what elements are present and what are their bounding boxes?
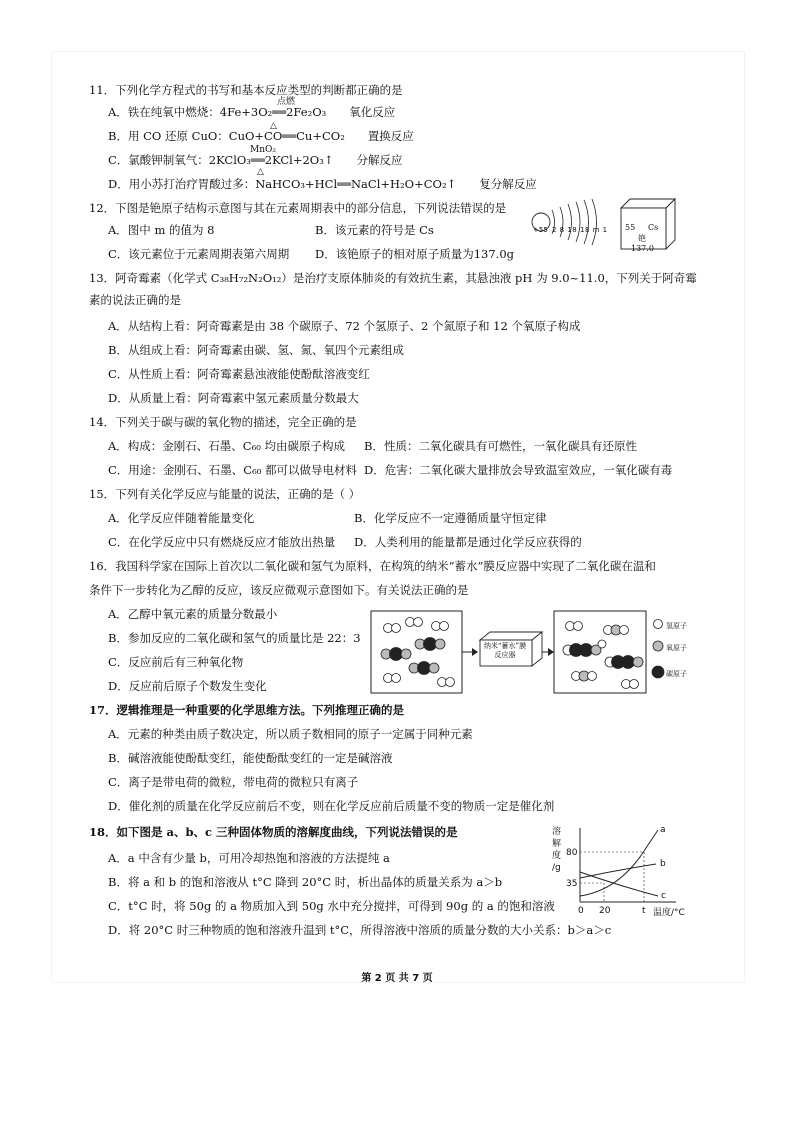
q12-option-a: A．图中 m 的值为 8 [108,223,215,237]
q16-option-a: A．乙醇中氧元素的质量分数最小 [108,607,278,621]
legend-carbon: 碳原子 [666,670,687,678]
q15-option-d: D．人类利用的能量都是通过化学反应获得的 [354,535,582,549]
q18-stem: 18．如下图是 a、b、c 三种固体物质的溶解度曲线，下列说法错误的是 [89,825,458,839]
q13-option-a: A．从结构上看：阿奇霉素是由 38 个碳原子、72 个氢原子、2 个氮原子和 12 个氧原子构成 [108,319,581,333]
cesium-atomic-number: 55 [625,223,636,232]
cesium-atomic-mass: 137.0 [631,244,654,253]
q16-option-d: D．反应前后原子个数发生变化 [108,679,267,693]
legend-oxygen: 氧原子 [666,644,687,652]
series-c-label: c [661,891,666,901]
q11-option-b: B．用 CO 还原 CuO：CuO+CO══Cu+CO₂ 置换反应 [108,129,414,143]
chart-ytick-35: 35 [566,879,578,889]
q17-option-a: A．元素的种类由质子数决定，所以质子数相同的原子一定属于同种元素 [108,727,473,741]
q17-option-d: D．催化剂的质量在化学反应前后不变，则在化学反应前后质量不变的物质一定是催化剂 [108,799,555,813]
chart-ylabel-2: 解 [552,839,562,849]
q16-option-c: C．反应前后有三种氧化物 [108,655,244,669]
solubility-chart [550,824,700,916]
reactor-label: 纳米“蓄水”膜反应器 [483,642,527,659]
q14-option-c: C．用途：金刚石、石墨、C₆₀ 都可以做导电材料 [108,463,357,477]
q11-c-catalyst: MnO₂ [250,145,276,155]
chart-xtick-20: 20 [599,906,611,916]
q11-c-heat: △ [257,167,264,177]
series-a-label: a [660,825,666,835]
q16-stem-1: 16．我国科学家在国际上首次以二氧化碳和氢气为原料，在构筑的纳米“蓄水”膜反应器中实现了二氧化碳在温和 [89,559,656,573]
reaction-micro-diagram [370,610,700,694]
q11-a-condition: 点燃 [277,97,296,107]
q13-stem-1: 13．阿奇霉素（化学式 C₃₈H₇₂N₂O₁₂）是治疗支原体肺炎的有效抗生素，其悬浊液 pH 为 9.0~11.0，下列关于阿奇霉 [89,271,697,285]
q18-option-d: D．将 20°C 时三种物质的饱和溶液升温到 t°C，所得溶液中溶质的质量分数的大小关系：b＞a＞c [108,923,612,937]
cesium-shell-electrons: 2 8 18 18 m 1 [552,226,608,234]
cesium-symbol: Cs [648,223,659,232]
q12-option-b: B．该元素的符号是 Cs [315,223,434,237]
q11-b-condition: △ [270,121,277,131]
cesium-name: 铯 [638,234,646,243]
q14-option-d: D．危害：二氧化碳大量排放会导致温室效应，一氧化碳有毒 [364,463,673,477]
q17-option-c: C．离子是带电荷的微粒，带电荷的微粒只有离子 [108,775,359,789]
chart-ytick-80: 80 [566,848,578,858]
q15-option-a: A．化学反应伴随着能量变化 [108,511,255,525]
series-a-line [580,830,658,896]
chart-xtick-t: t [642,906,646,916]
chart-ylabel-3: 度 [552,851,562,861]
q15-option-c: C．在化学反应中只有燃烧反应才能放出热量 [108,535,336,549]
chart-ylabel-4: /g [552,863,561,873]
q12-option-d: D．该铯原子的相对原子质量为137.0g [315,247,515,261]
q15-stem: 15．下列有关化学反应与能量的说法，正确的是（ ） [89,487,361,501]
q15-option-b: B．化学反应不一定遵循质量守恒定律 [354,511,547,525]
q17-option-b: B．碱溶液能使酚酞变红，能使酚酞变红的一定是碱溶液 [108,751,393,765]
q16-stem-2: 条件下一步转化为乙醇的反应，该反应微观示意图如下。有关说法正确的是 [89,583,469,597]
series-b-label: b [660,859,666,869]
q14-option-a: A．构成：金刚石、石墨、C₆₀ 均由碳原子构成 [108,439,345,453]
q13-stem-2: 素的说法正确的是 [89,293,181,307]
q11-option-a: A．铁在纯氧中燃烧：4Fe+3O₂══2Fe₂O₃ 氧化反应 [108,105,396,119]
q18-option-b: B．将 a 和 b 的饱和溶液从 t°C 降到 20°C 时，析出晶体的质量关系为 a＞b [108,875,503,889]
chart-xlabel: 温度/°C [653,908,685,916]
legend-hydrogen: 氢原子 [666,622,687,630]
chart-xtick-0: 0 [578,906,584,916]
q11-stem: 11．下列化学方程式的书写和基本反应类型的判断都正确的是 [89,83,403,97]
q18-option-a: A．a 中含有少量 b，可用冷却热饱和溶液的方法提纯 a [108,851,390,865]
q13-option-b: B．从组成上看：阿奇霉素由碳、氢、氮、氧四个元素组成 [108,343,404,357]
q16-option-b: B．参加反应的二氧化碳和氢气的质量比是 22：3 [108,631,361,645]
q17-stem: 17．逻辑推理是一种重要的化学思维方法。下列推理正确的是 [89,703,405,717]
q12-stem: 12．下图是铯原子结构示意图与其在元素周期表中的部分信息，下列说法错误的是 [89,201,507,215]
q12-option-c: C．该元素位于元素周期表第六周期 [108,247,290,261]
q11-option-c: C．氯酸钾制氧气：2KClO₃══2KCl+2O₃↑ 分解反应 [108,153,403,167]
q18-option-c: C．t°C 时，将 50g 的 a 物质加入到 50g 水中充分搅拌，可得到 90g 的 a 的饱和溶液 [108,899,555,913]
q13-option-d: D．从质量上看：阿奇霉素中氢元素质量分数最大 [108,391,359,405]
q13-option-c: C．从性质上看：阿奇霉素悬浊液能使酚酞溶液变红 [108,367,370,381]
cesium-nucleus-label: +55 [533,226,548,234]
q14-stem: 14．下列关于碳与碳的氧化物的描述，完全正确的是 [89,415,357,429]
chart-ylabel-1: 溶 [552,827,562,837]
series-c-line [580,872,658,896]
page-footer: 第 2 页 共 7 页 [361,973,433,984]
exam-page [52,52,744,982]
q11-option-d: D．用小苏打治疗胃酸过多：NaHCO₃+HCl══NaCl+H₂O+CO₂↑ 复分解反应 [108,177,537,191]
q14-option-b: B．性质：二氧化碳具有可燃性，一氧化碳具有还原性 [364,439,637,453]
